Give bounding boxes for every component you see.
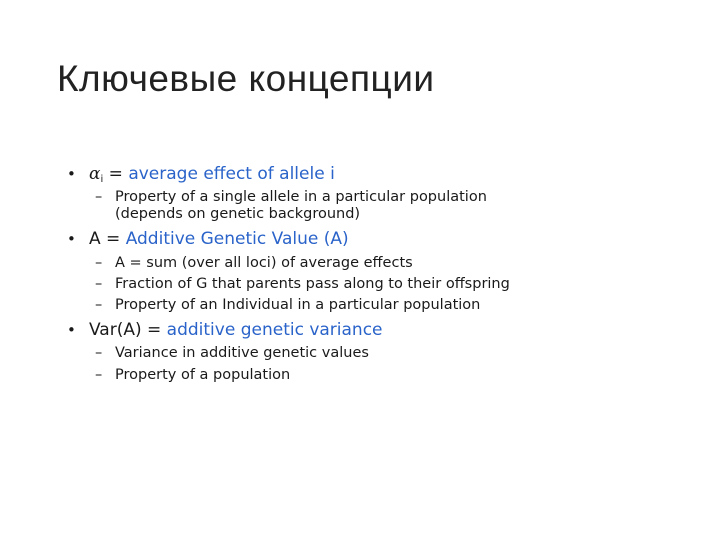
bullet-lead: A = bbox=[89, 229, 126, 249]
sub-bullet-text: A = sum (over all loci) of average effects bbox=[115, 255, 413, 271]
sub-bullet bbox=[95, 366, 291, 384]
equals-sign: = bbox=[103, 164, 129, 184]
sub-bullet-text: (depends on genetic background) bbox=[115, 206, 361, 222]
sub-bullet bbox=[95, 188, 487, 206]
sub-bullet-text: Variance in additive genetic values bbox=[115, 345, 369, 361]
bullet-additive-value bbox=[67, 228, 349, 250]
bullet-marker: • bbox=[67, 230, 76, 248]
sub-bullet-text: Fraction of G that parents pass along to their offspring bbox=[115, 276, 510, 292]
dash-marker: – bbox=[95, 276, 103, 292]
highlight-term: Additive Genetic Value (A) bbox=[125, 229, 349, 249]
dash-marker: – bbox=[95, 345, 103, 361]
sub-bullet-continuation bbox=[115, 205, 360, 223]
bullet-lead: Var(A) = bbox=[89, 320, 167, 340]
sub-bullet bbox=[95, 344, 369, 362]
bullet-marker: • bbox=[67, 165, 76, 183]
dash-marker: – bbox=[95, 297, 103, 313]
dash-marker: – bbox=[95, 367, 103, 383]
highlight-term: average effect of allele i bbox=[128, 164, 335, 184]
bullet-alpha bbox=[67, 163, 335, 191]
sub-bullet-text: Property of a population bbox=[115, 367, 291, 383]
alpha-subscript: i bbox=[100, 174, 104, 185]
sub-bullet-text: Property of an Individual in a particular population bbox=[115, 297, 481, 313]
slide-title: Ключевые концепции bbox=[57, 58, 435, 99]
dash-marker: – bbox=[95, 189, 103, 205]
highlight-term: additive genetic variance bbox=[166, 320, 383, 340]
bullet-marker: • bbox=[67, 321, 76, 339]
sub-bullet-text: Property of a single allele in a particular population bbox=[115, 189, 487, 205]
sub-bullet bbox=[95, 296, 481, 314]
bullet-additive-variance bbox=[67, 319, 383, 341]
sub-bullet bbox=[95, 254, 413, 272]
dash-marker: – bbox=[95, 255, 103, 271]
alpha-symbol: α bbox=[89, 164, 101, 184]
sub-bullet bbox=[95, 275, 510, 293]
